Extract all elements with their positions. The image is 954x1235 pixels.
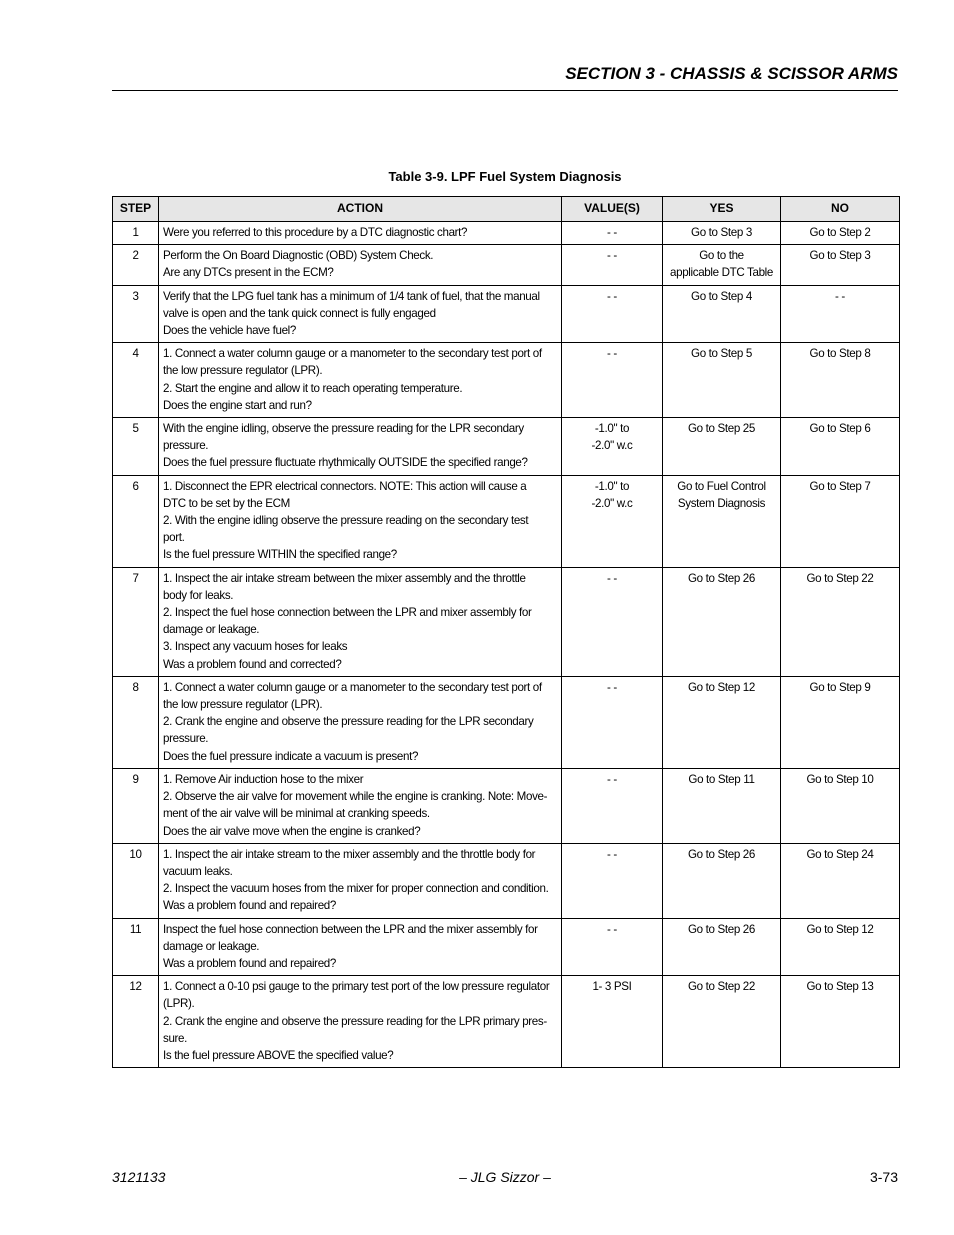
- no-text: Go to Step 6: [781, 418, 900, 476]
- step-number: 12: [113, 976, 159, 1068]
- value-text: - -: [562, 245, 663, 285]
- no-text: Go to Step 24: [781, 843, 900, 918]
- step-number: 2: [113, 245, 159, 285]
- column-header-action: ACTION: [159, 197, 562, 222]
- no-text: Go to Step 2: [781, 222, 900, 245]
- no-text: Go to Step 7: [781, 475, 900, 567]
- value-text: 1- 3 PSI: [562, 976, 663, 1068]
- yes-text: Go to Step 26: [663, 843, 781, 918]
- action-text: 1. Inspect the air intake stream to the mixer assembly and the throttle body for vacuum leaks. 2. Inspect the vacuum hoses from the mixer for proper connection and condition. Was a problem found and repaired?: [159, 843, 562, 918]
- footer-page-number: 3-73: [869, 1169, 898, 1185]
- table-row: [113, 976, 900, 1068]
- column-header-step: STEP: [113, 197, 159, 222]
- value-text: - -: [562, 222, 663, 245]
- step-number: 6: [113, 475, 159, 567]
- action-text: 1. Disconnect the EPR electrical connectors. NOTE: This action will cause a DTC to be set by the ECM 2. With the engine idling observe the pressure reading on the secondary test port. Is the fuel pressure WITHIN the specified range?: [159, 475, 562, 567]
- action-text: 1. Remove Air induction hose to the mixer 2. Observe the air valve for movement while the engine is cranking. Note: Move- ment of the air valve will be minimal at cranking speeds. Does the air valve move when the engine is cranked?: [159, 768, 562, 843]
- value-text: -1.0" to -2.0" w.c: [562, 475, 663, 567]
- no-text: Go to Step 12: [781, 918, 900, 976]
- action-text: Were you referred to this procedure by a DTC diagnostic chart?: [159, 222, 562, 245]
- table-row: [113, 843, 900, 918]
- action-text: Perform the On Board Diagnostic (OBD) System Check. Are any DTCs present in the ECM?: [159, 245, 562, 285]
- diagnosis-table: [112, 196, 900, 1068]
- table-row: [113, 245, 900, 285]
- step-number: 8: [113, 676, 159, 768]
- value-text: -1.0" to -2.0" w.c: [562, 418, 663, 476]
- table-row: [113, 418, 900, 476]
- table-row: [113, 567, 900, 676]
- step-number: 3: [113, 285, 159, 343]
- value-text: - -: [562, 843, 663, 918]
- table-row: [113, 343, 900, 418]
- no-text: Go to Step 13: [781, 976, 900, 1068]
- value-text: - -: [562, 343, 663, 418]
- no-text: Go to Step 9: [781, 676, 900, 768]
- no-text: - -: [781, 285, 900, 343]
- yes-text: Go to Step 25: [663, 418, 781, 476]
- table-row: [113, 285, 900, 343]
- table-header-row: [113, 197, 900, 222]
- step-number: 11: [113, 918, 159, 976]
- action-text: Inspect the fuel hose connection between the LPR and the mixer assembly for damage or leakage. Was a problem found and repaired?: [159, 918, 562, 976]
- yes-text: Go to the applicable DTC Table: [663, 245, 781, 285]
- step-number: 4: [113, 343, 159, 418]
- header-divider: [112, 90, 898, 91]
- table-title: Table 3-9. LPF Fuel System Diagnosis: [388, 169, 622, 184]
- value-text: - -: [562, 768, 663, 843]
- step-number: 10: [113, 843, 159, 918]
- action-text: 1. Inspect the air intake stream between the mixer assembly and the throttle body for leaks. 2. Inspect the fuel hose connection between the LPR and mixer assembly for damage or leakage. 3. Inspect any vacuum hoses for leaks Was a problem found and corrected?: [159, 567, 562, 676]
- step-number: 1: [113, 222, 159, 245]
- yes-text: Go to Step 26: [663, 567, 781, 676]
- column-header-values: VALUE(S): [562, 197, 663, 222]
- value-text: - -: [562, 285, 663, 343]
- yes-text: Go to Step 11: [663, 768, 781, 843]
- column-header-no: NO: [781, 197, 900, 222]
- no-text: Go to Step 3: [781, 245, 900, 285]
- action-text: 1. Connect a water column gauge or a manometer to the secondary test port of the low pressure regulator (LPR). 2. Start the engine and allow it to reach operating temperature. Does the engine start and run?: [159, 343, 562, 418]
- yes-text: Go to Step 26: [663, 918, 781, 976]
- table-row: [113, 768, 900, 843]
- no-text: Go to Step 8: [781, 343, 900, 418]
- table-row: [113, 222, 900, 245]
- value-text: - -: [562, 567, 663, 676]
- action-text: 1. Connect a water column gauge or a manometer to the secondary test port of the low pressure regulator (LPR). 2. Crank the engine and observe the pressure reading for the LPR secondary pressure. Does the fuel pressure indicate a vacuum is present?: [159, 676, 562, 768]
- step-number: 7: [113, 567, 159, 676]
- no-text: Go to Step 10: [781, 768, 900, 843]
- action-text: Verify that the LPG fuel tank has a minimum of 1/4 tank of fuel, that the manual valve is open and the tank quick connect is fully engaged Does the vehicle have fuel?: [159, 285, 562, 343]
- column-header-yes: YES: [663, 197, 781, 222]
- value-text: - -: [562, 918, 663, 976]
- value-text: - -: [562, 676, 663, 768]
- footer-doc-number: 3121133: [112, 1169, 166, 1185]
- yes-text: Go to Step 4: [663, 285, 781, 343]
- action-text: 1. Connect a 0-10 psi gauge to the primary test port of the low pressure regulator (LPR). 2. Crank the engine and observe the pressure reading for the LPR primary pres- sure. Is the fuel pressure ABOVE the specified value?: [159, 976, 562, 1068]
- step-number: 5: [113, 418, 159, 476]
- yes-text: Go to Step 5: [663, 343, 781, 418]
- yes-text: Go to Fuel Control System Diagnosis: [663, 475, 781, 567]
- yes-text: Go to Step 22: [663, 976, 781, 1068]
- action-text: With the engine idling, observe the pressure reading for the LPR secondary pressure. Does the fuel pressure fluctuate rhythmically OUTSIDE the specified range?: [159, 418, 562, 476]
- yes-text: Go to Step 3: [663, 222, 781, 245]
- section-title: SECTION 3 - CHASSIS & SCISSOR ARMS: [565, 64, 898, 83]
- table-row: [113, 475, 900, 567]
- table-row: [113, 918, 900, 976]
- table-row: [113, 676, 900, 768]
- no-text: Go to Step 22: [781, 567, 900, 676]
- yes-text: Go to Step 12: [663, 676, 781, 768]
- footer-title: – JLG Sizzor –: [459, 1169, 551, 1185]
- step-number: 9: [113, 768, 159, 843]
